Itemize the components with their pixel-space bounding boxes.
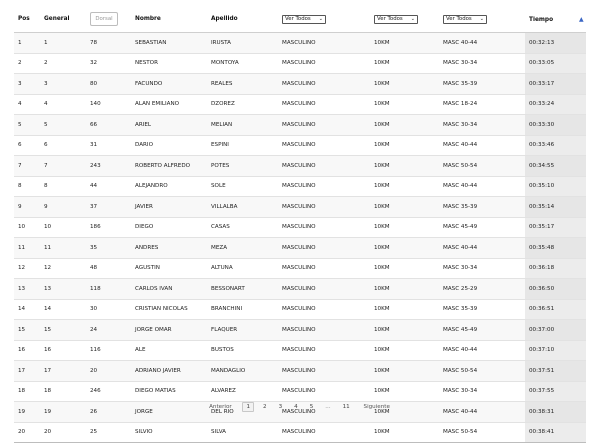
cell-dorsal: 186 bbox=[86, 217, 131, 238]
cell-distancia: 10KM bbox=[370, 115, 439, 136]
cell-general: 9 bbox=[40, 197, 86, 218]
table-row bbox=[14, 217, 586, 238]
cell-dorsal: 31 bbox=[86, 135, 131, 156]
cell-distancia: 10KM bbox=[370, 258, 439, 279]
pagination-page-4[interactable]: 4 bbox=[294, 404, 298, 410]
cell-categoria: MASC 50-54 bbox=[439, 361, 525, 382]
cell-pos: 20 bbox=[14, 422, 40, 443]
cell-categoria: MASC 18-24 bbox=[439, 94, 525, 115]
cell-tiempo: 00:37:00 bbox=[525, 320, 586, 341]
cell-apellido: VILLALBA bbox=[207, 197, 278, 218]
cell-apellido: ESPINI bbox=[207, 135, 278, 156]
cell-tiempo: 00:35:14 bbox=[525, 197, 586, 218]
cell-tiempo: 00:33:30 bbox=[525, 115, 586, 136]
cell-pos: 15 bbox=[14, 320, 40, 341]
table-row bbox=[14, 340, 586, 361]
cell-apellido: MANDAGLIO bbox=[207, 361, 278, 382]
cell-apellido: BUSTOS bbox=[207, 340, 278, 361]
cell-dorsal: 118 bbox=[86, 279, 131, 300]
cell-tiempo: 00:34:55 bbox=[525, 156, 586, 177]
cell-categoria: MASC 35-39 bbox=[439, 197, 525, 218]
cell-sexo: MASCULINO bbox=[278, 299, 370, 320]
cell-general: 4 bbox=[40, 94, 86, 115]
chevron-down-icon: ⌄ bbox=[410, 15, 415, 22]
cell-pos: 4 bbox=[14, 94, 40, 115]
cell-dorsal: 80 bbox=[86, 74, 131, 95]
cell-tiempo: 00:33:46 bbox=[525, 135, 586, 156]
cell-categoria: MASC 30-34 bbox=[439, 115, 525, 136]
cell-pos: 14 bbox=[14, 299, 40, 320]
cell-distancia: 10KM bbox=[370, 320, 439, 341]
cell-distancia: 10KM bbox=[370, 197, 439, 218]
cell-apellido: SILVA bbox=[207, 422, 278, 443]
table-row bbox=[14, 361, 586, 382]
cell-categoria: MASC 35-39 bbox=[439, 299, 525, 320]
cell-sexo: MASCULINO bbox=[278, 156, 370, 177]
cell-general: 16 bbox=[40, 340, 86, 361]
cell-sexo: MASCULINO bbox=[278, 115, 370, 136]
pagination-page-5[interactable]: 5 bbox=[309, 404, 314, 410]
cell-pos: 8 bbox=[14, 176, 40, 197]
cell-sexo: MASCULINO bbox=[278, 53, 370, 74]
table-row bbox=[14, 53, 586, 74]
table-row bbox=[14, 320, 586, 341]
cell-distancia: 10KM bbox=[370, 238, 439, 259]
column-header-apellido[interactable]: Apellido bbox=[207, 6, 278, 33]
table-row bbox=[14, 258, 586, 279]
cell-nombre: ANDRES bbox=[131, 238, 207, 259]
cell-general: 3 bbox=[40, 74, 86, 95]
cell-categoria: MASC 40-44 bbox=[439, 135, 525, 156]
cell-nombre: FACUNDO bbox=[131, 74, 207, 95]
cell-tiempo: 00:35:48 bbox=[525, 238, 586, 259]
cell-tiempo: 00:35:17 bbox=[525, 217, 586, 238]
cell-categoria: MASC 25-29 bbox=[439, 279, 525, 300]
cell-distancia: 10KM bbox=[370, 422, 439, 443]
cell-general: 19 bbox=[40, 402, 86, 423]
cell-general: 8 bbox=[40, 176, 86, 197]
cell-nombre: CRISTIAN NICOLAS bbox=[131, 299, 207, 320]
cell-nombre: ALE bbox=[131, 340, 207, 361]
cell-pos: 7 bbox=[14, 156, 40, 177]
column-header-pos[interactable]: Pos bbox=[14, 6, 40, 33]
cell-dorsal: 20 bbox=[86, 361, 131, 382]
cell-pos: 17 bbox=[14, 361, 40, 382]
cell-sexo: MASCULINO bbox=[278, 279, 370, 300]
cell-categoria: MASC 40-44 bbox=[439, 33, 525, 54]
cell-distancia: 10KM bbox=[370, 33, 439, 54]
cell-nombre: AGUSTIN bbox=[131, 258, 207, 279]
cell-apellido: DZOREZ bbox=[207, 94, 278, 115]
cell-sexo: MASCULINO bbox=[278, 135, 370, 156]
cell-general: 5 bbox=[40, 115, 86, 136]
pagination-pages bbox=[239, 402, 355, 412]
cell-apellido: MEZA bbox=[207, 238, 278, 259]
table-row bbox=[14, 74, 586, 95]
cell-pos: 2 bbox=[14, 53, 40, 74]
cell-pos: 1 bbox=[14, 33, 40, 54]
cell-dorsal: 243 bbox=[86, 156, 131, 177]
cell-nombre: SEBASTIAN bbox=[131, 33, 207, 54]
cell-categoria: MASC 40-44 bbox=[439, 340, 525, 361]
table-row bbox=[14, 422, 586, 443]
cell-nombre: SILVIO bbox=[131, 422, 207, 443]
cell-dorsal: 116 bbox=[86, 340, 131, 361]
table-row bbox=[14, 94, 586, 115]
cell-categoria: MASC 45-49 bbox=[439, 217, 525, 238]
cell-sexo: MASCULINO bbox=[278, 217, 370, 238]
cell-nombre: JAVIER bbox=[131, 197, 207, 218]
cell-dorsal: 32 bbox=[86, 53, 131, 74]
cell-pos: 16 bbox=[14, 340, 40, 361]
cell-tiempo: 00:36:18 bbox=[525, 258, 586, 279]
cell-tiempo: 00:37:10 bbox=[525, 340, 586, 361]
cell-apellido: MONTOYA bbox=[207, 53, 278, 74]
cell-distancia: 10KM bbox=[370, 53, 439, 74]
pagination-prev-link[interactable]: Anterior bbox=[209, 404, 232, 410]
dorsal-filter-input[interactable] bbox=[90, 12, 118, 26]
cell-categoria: MASC 45-49 bbox=[439, 320, 525, 341]
categoria-filter-select[interactable] bbox=[443, 15, 487, 24]
cell-apellido: REALES bbox=[207, 74, 278, 95]
cell-sexo: MASCULINO bbox=[278, 422, 370, 443]
cell-sexo: MASCULINO bbox=[278, 74, 370, 95]
cell-apellido: IRUSTA bbox=[207, 33, 278, 54]
cell-pos: 18 bbox=[14, 381, 40, 402]
chevron-down-icon: ⌄ bbox=[479, 15, 484, 22]
cell-distancia: 10KM bbox=[370, 340, 439, 361]
cell-general: 18 bbox=[40, 381, 86, 402]
cell-apellido: CASAS bbox=[207, 217, 278, 238]
cell-pos: 5 bbox=[14, 115, 40, 136]
column-header-categoria bbox=[439, 6, 525, 33]
cell-dorsal: 25 bbox=[86, 422, 131, 443]
cell-general: 15 bbox=[40, 320, 86, 341]
cell-nombre: ROBERTO ALFREDO bbox=[131, 156, 207, 177]
cell-tiempo: 00:33:24 bbox=[525, 94, 586, 115]
column-header-general[interactable]: General bbox=[40, 6, 86, 33]
cell-apellido: BESSONART bbox=[207, 279, 278, 300]
cell-general: 14 bbox=[40, 299, 86, 320]
cell-pos: 12 bbox=[14, 258, 40, 279]
cell-pos: 11 bbox=[14, 238, 40, 259]
column-header-distancia bbox=[370, 6, 439, 33]
cell-nombre: DARIO bbox=[131, 135, 207, 156]
cell-dorsal: 37 bbox=[86, 197, 131, 218]
pagination-page-2[interactable]: 2 bbox=[263, 404, 267, 410]
results-table-container bbox=[14, 6, 586, 443]
pagination-page-11[interactable]: 11 bbox=[342, 404, 350, 410]
table-row bbox=[14, 176, 586, 197]
cell-sexo: MASCULINO bbox=[278, 340, 370, 361]
column-header-tiempo[interactable] bbox=[525, 6, 586, 33]
pagination-page-3[interactable]: 3 bbox=[278, 404, 283, 410]
cell-nombre: JORGE OMAR bbox=[131, 320, 207, 341]
distancia-filter-select[interactable] bbox=[374, 15, 418, 24]
cell-categoria: MASC 30-34 bbox=[439, 258, 525, 279]
cell-sexo: MASCULINO bbox=[278, 238, 370, 259]
cell-apellido: FLAQUER bbox=[207, 320, 278, 341]
cell-categoria: MASC 50-54 bbox=[439, 422, 525, 443]
column-header-nombre[interactable]: Nombre bbox=[131, 6, 207, 33]
cell-pos: 19 bbox=[14, 402, 40, 423]
cell-general: 2 bbox=[40, 53, 86, 74]
cell-general: 1 bbox=[40, 33, 86, 54]
table-row bbox=[14, 238, 586, 259]
cell-sexo: MASCULINO bbox=[278, 176, 370, 197]
cell-categoria: MASC 40-44 bbox=[439, 176, 525, 197]
cell-tiempo: 00:33:17 bbox=[525, 74, 586, 95]
cell-nombre: DIEGO bbox=[131, 217, 207, 238]
cell-sexo: MASCULINO bbox=[278, 381, 370, 402]
cell-tiempo: 00:36:50 bbox=[525, 279, 586, 300]
cell-apellido: BRANCHINI bbox=[207, 299, 278, 320]
cell-distancia: 10KM bbox=[370, 217, 439, 238]
cell-general: 17 bbox=[40, 361, 86, 382]
cell-general: 7 bbox=[40, 156, 86, 177]
cell-distancia: 10KM bbox=[370, 94, 439, 115]
cell-dorsal: 26 bbox=[86, 402, 131, 423]
sort-ascending-icon[interactable]: ▲ bbox=[579, 15, 584, 23]
cell-dorsal: 140 bbox=[86, 94, 131, 115]
cell-apellido: MELIAN bbox=[207, 115, 278, 136]
cell-dorsal: 44 bbox=[86, 176, 131, 197]
results-table-body bbox=[14, 33, 586, 443]
cell-categoria: MASC 40-44 bbox=[439, 238, 525, 259]
cell-sexo: MASCULINO bbox=[278, 197, 370, 218]
cell-nombre: JORGE bbox=[131, 402, 207, 423]
cell-dorsal: 66 bbox=[86, 115, 131, 136]
sexo-filter-select[interactable] bbox=[282, 15, 326, 24]
cell-pos: 10 bbox=[14, 217, 40, 238]
table-row bbox=[14, 135, 586, 156]
column-header-sexo bbox=[278, 6, 370, 33]
table-row bbox=[14, 299, 586, 320]
pagination bbox=[0, 402, 599, 412]
cell-tiempo: 00:37:55 bbox=[525, 381, 586, 402]
cell-general: 12 bbox=[40, 258, 86, 279]
table-row bbox=[14, 197, 586, 218]
sexo-filter-value: Ver Todos bbox=[285, 16, 311, 22]
table-row bbox=[14, 156, 586, 177]
cell-pos: 13 bbox=[14, 279, 40, 300]
cell-dorsal: 78 bbox=[86, 33, 131, 54]
cell-distancia: 10KM bbox=[370, 74, 439, 95]
cell-apellido: POTES bbox=[207, 156, 278, 177]
cell-tiempo: 00:38:31 bbox=[525, 402, 586, 423]
pagination-next-link[interactable]: Siguiente bbox=[363, 404, 390, 410]
table-header-row bbox=[14, 6, 586, 33]
categoria-filter-value: Ver Todos bbox=[446, 16, 472, 22]
cell-sexo: MASCULINO bbox=[278, 33, 370, 54]
chevron-down-icon: ⌄ bbox=[318, 15, 323, 22]
pagination-page-1[interactable]: 1 bbox=[242, 402, 254, 412]
cell-dorsal: 246 bbox=[86, 381, 131, 402]
cell-distancia: 10KM bbox=[370, 299, 439, 320]
pagination-ellipsis: ... bbox=[325, 404, 331, 410]
cell-pos: 9 bbox=[14, 197, 40, 218]
cell-nombre: ARIEL bbox=[131, 115, 207, 136]
cell-distancia: 10KM bbox=[370, 361, 439, 382]
table-row bbox=[14, 279, 586, 300]
cell-distancia: 10KM bbox=[370, 279, 439, 300]
cell-dorsal: 24 bbox=[86, 320, 131, 341]
cell-distancia: 10KM bbox=[370, 135, 439, 156]
cell-apellido: SOLE bbox=[207, 176, 278, 197]
cell-distancia: 10KM bbox=[370, 176, 439, 197]
cell-nombre: DIEGO MATIAS bbox=[131, 381, 207, 402]
tiempo-header-label: Tiempo bbox=[529, 16, 554, 23]
cell-sexo: MASCULINO bbox=[278, 94, 370, 115]
cell-general: 13 bbox=[40, 279, 86, 300]
cell-categoria: MASC 40-44 bbox=[439, 402, 525, 423]
cell-sexo: MASCULINO bbox=[278, 402, 370, 423]
cell-general: 6 bbox=[40, 135, 86, 156]
cell-categoria: MASC 30-34 bbox=[439, 53, 525, 74]
cell-tiempo: 00:38:41 bbox=[525, 422, 586, 443]
cell-tiempo: 00:33:05 bbox=[525, 53, 586, 74]
cell-nombre: NESTOR bbox=[131, 53, 207, 74]
cell-tiempo: 00:32:13 bbox=[525, 33, 586, 54]
column-header-dorsal bbox=[86, 6, 131, 33]
cell-sexo: MASCULINO bbox=[278, 258, 370, 279]
cell-sexo: MASCULINO bbox=[278, 361, 370, 382]
table-row bbox=[14, 381, 586, 402]
table-row bbox=[14, 115, 586, 136]
cell-nombre: ADRIANO JAVIER bbox=[131, 361, 207, 382]
cell-apellido: ALVAREZ bbox=[207, 381, 278, 402]
cell-nombre: CARLOS IVAN bbox=[131, 279, 207, 300]
cell-pos: 6 bbox=[14, 135, 40, 156]
table-row bbox=[14, 33, 586, 54]
distancia-filter-value: Ver Todos bbox=[377, 16, 403, 22]
cell-distancia: 10KM bbox=[370, 402, 439, 423]
cell-sexo: MASCULINO bbox=[278, 320, 370, 341]
cell-categoria: MASC 35-39 bbox=[439, 74, 525, 95]
cell-distancia: 10KM bbox=[370, 381, 439, 402]
cell-general: 20 bbox=[40, 422, 86, 443]
cell-tiempo: 00:35:10 bbox=[525, 176, 586, 197]
cell-categoria: MASC 30-34 bbox=[439, 381, 525, 402]
results-table bbox=[14, 6, 586, 443]
cell-dorsal: 30 bbox=[86, 299, 131, 320]
cell-dorsal: 35 bbox=[86, 238, 131, 259]
cell-tiempo: 00:36:51 bbox=[525, 299, 586, 320]
cell-nombre: ALAN EMILIANO bbox=[131, 94, 207, 115]
cell-categoria: MASC 50-54 bbox=[439, 156, 525, 177]
cell-nombre: ALEJANDRO bbox=[131, 176, 207, 197]
cell-general: 11 bbox=[40, 238, 86, 259]
cell-dorsal: 48 bbox=[86, 258, 131, 279]
cell-general: 10 bbox=[40, 217, 86, 238]
cell-apellido: ALTUNA bbox=[207, 258, 278, 279]
cell-pos: 3 bbox=[14, 74, 40, 95]
cell-distancia: 10KM bbox=[370, 156, 439, 177]
cell-apellido: DEL RIO bbox=[207, 402, 278, 423]
cell-tiempo: 00:37:51 bbox=[525, 361, 586, 382]
